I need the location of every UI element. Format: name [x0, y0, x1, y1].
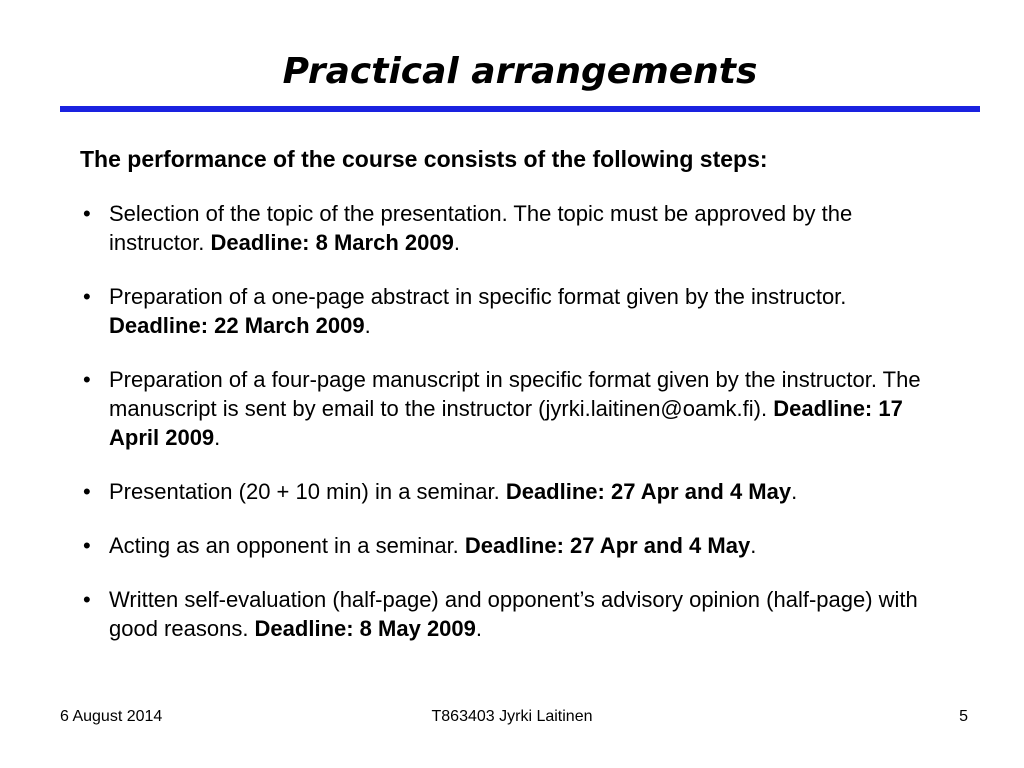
list-item [80, 531, 945, 560]
bullet-marker: • [83, 479, 91, 504]
step-end: . [453, 230, 460, 255]
step-deadline: Deadline: 8 March 2009 [210, 230, 454, 255]
step-end: . [364, 313, 371, 338]
step-text: Preparation of a four-page manuscript in specific format given by the instructor. The manuscript is sent by email to the instructor (jyrki.laitinen@oamk.fi). [109, 367, 921, 421]
steps-list [80, 199, 945, 668]
intro-heading: The performance of the course consists of the following steps: [80, 146, 768, 172]
list-item [80, 199, 945, 257]
step-text: Written self-evaluation (half-page) and opponent’s advisory opinion (half-page) with good reasons. [109, 587, 918, 641]
step-end: . [750, 533, 757, 558]
list-item [80, 282, 945, 340]
step-deadline: Deadline: 17 April 2009 [109, 396, 903, 450]
step-deadline: Deadline: 27 Apr and 4 May [464, 533, 751, 558]
list-item [80, 365, 945, 452]
page-number: 5 [959, 708, 968, 725]
step-text: Acting as an opponent in a seminar. [109, 533, 465, 558]
footer-author: T863403 Jyrki Laitinen [431, 708, 593, 725]
step-deadline: Deadline: 8 May 2009 [254, 616, 476, 641]
bullet-marker: • [83, 284, 91, 309]
step-text: Preparation of a one-page abstract in specific format given by the instructor. [109, 284, 847, 309]
list-item [80, 477, 945, 506]
slide-title: Practical arrangements [282, 51, 758, 92]
step-end: . [475, 616, 483, 641]
bullet-marker: • [83, 587, 91, 612]
title-underline [60, 106, 980, 112]
bullet-marker: • [83, 367, 91, 392]
list-item [80, 585, 945, 643]
step-deadline: Deadline: 27 Apr and 4 May [505, 479, 792, 504]
step-text: Selection of the topic of the presentation. The topic must be approved by the instructor. [109, 201, 853, 255]
step-text: Presentation (20 + 10 min) in a seminar. [109, 479, 506, 504]
bullet-marker: • [83, 201, 91, 226]
footer-date: 6 August 2014 [60, 708, 163, 725]
bullet-marker: • [83, 533, 91, 558]
step-deadline: Deadline: 22 March 2009 [109, 313, 365, 338]
step-end: . [791, 479, 798, 504]
step-end: . [214, 425, 221, 450]
